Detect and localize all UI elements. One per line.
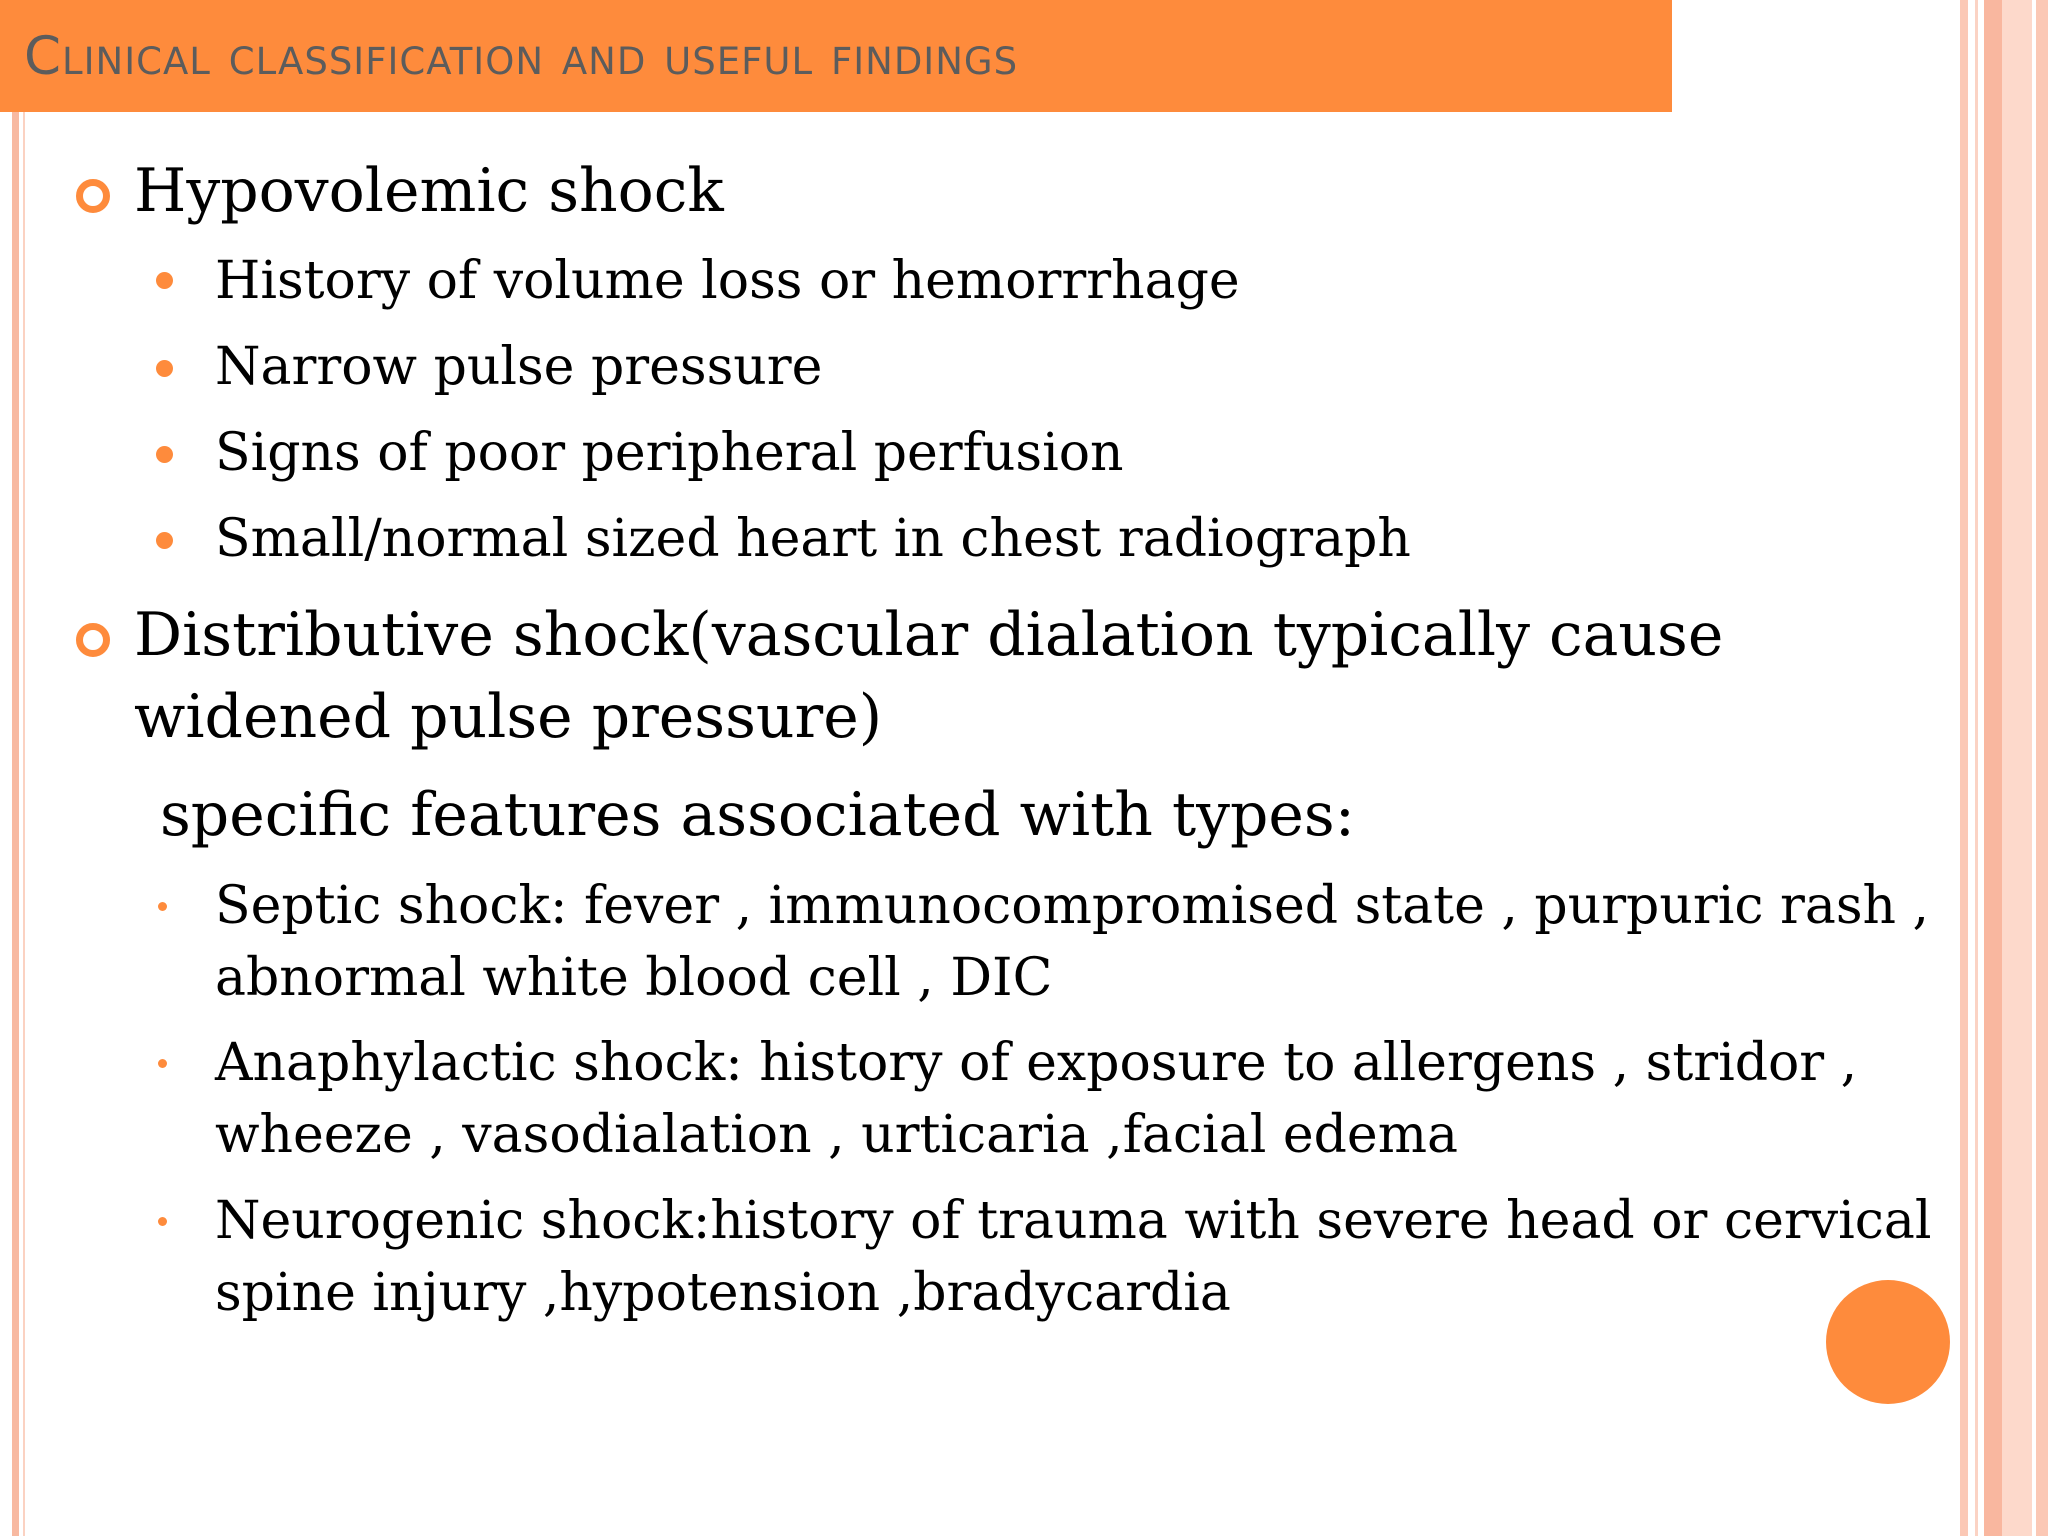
bullet-item: History of volume loss or hemorrrhage [215, 251, 1240, 311]
title-bar [0, 0, 1672, 112]
right-stripe [1975, 0, 1978, 1536]
bullet-dot-icon [156, 360, 173, 377]
bullet-item-line: Anaphylactic shock: history of exposure to allergens , stridor , [215, 1033, 1858, 1093]
bullet-dot-icon [158, 1059, 167, 1068]
bullet-item-line: spine injury ,hypotension ,bradycardia [215, 1263, 1231, 1323]
bullet-dot-icon [156, 446, 173, 463]
bullet-item: Narrow pulse pressure [215, 337, 823, 397]
bullet-item: Small/normal sized heart in chest radiograph [215, 509, 1411, 569]
ring-bullet-icon [76, 623, 110, 657]
subheading: specific features associated with types: [160, 780, 1355, 850]
bullet-dot-icon [158, 902, 167, 911]
left-border-line [12, 112, 19, 1536]
bullet-dot-icon [156, 532, 173, 549]
right-stripe [2036, 0, 2048, 1536]
right-stripe [2002, 0, 2032, 1536]
left-border-thin-line [23, 112, 25, 1536]
bullet-item-line: Neurogenic shock:history of trauma with severe head or cervical [215, 1191, 1932, 1251]
bullet-dot-icon [158, 1217, 167, 1226]
right-stripe [1984, 0, 2002, 1536]
section-heading-distributive-line2: widened pulse pressure) [134, 682, 883, 752]
section-heading-distributive-line1: Distributive shock(vascular dialation typically cause [134, 600, 1724, 670]
bullet-item: Signs of poor peripheral perfusion [215, 423, 1124, 483]
slide-title: Clinical classification and useful findings [24, 26, 1019, 87]
section-heading-hypovolemic: Hypovolemic shock [134, 156, 724, 226]
bullet-dot-icon [156, 272, 173, 289]
bullet-item-line: Septic shock: fever , immunocompromised state , purpuric rash , [215, 876, 1930, 936]
right-stripe [1960, 0, 1968, 1536]
bullet-item-line: abnormal white blood cell , DIC [215, 948, 1053, 1008]
ring-bullet-icon [76, 179, 110, 213]
bullet-item-line: wheeze , vasodialation , urticaria ,facial edema [215, 1105, 1458, 1165]
decorative-circle [1826, 1280, 1950, 1404]
